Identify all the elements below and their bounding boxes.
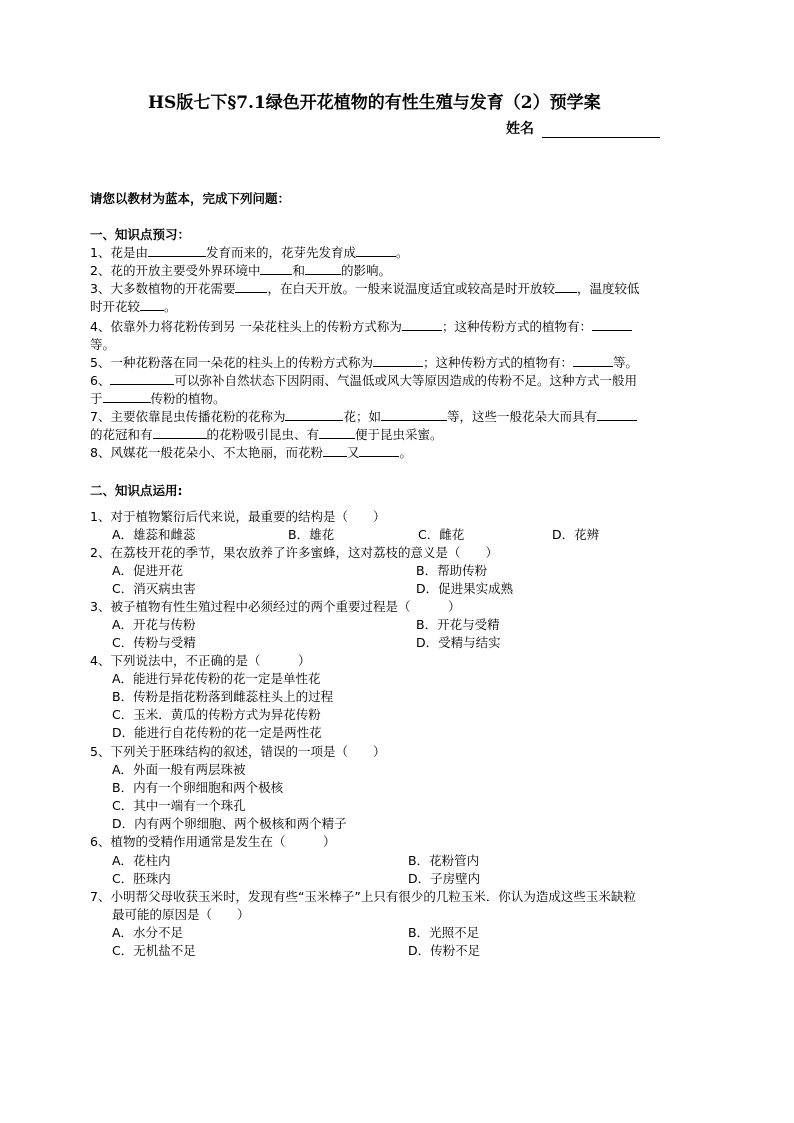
q4-option-a[interactable]: A．能进行异花传粉的花一定是单性花 [112, 671, 321, 686]
fill-blank[interactable] [285, 408, 343, 421]
fill-blank[interactable] [555, 280, 577, 293]
q7-option-c[interactable]: C．无机盐不足 [112, 943, 196, 958]
q4-option-d[interactable]: D．能进行自花传粉的花一定是两性花 [112, 725, 322, 740]
fill-blank[interactable] [597, 408, 637, 421]
q2-option-d[interactable]: D．促进果实成熟 [416, 581, 514, 596]
fill-blank[interactable] [359, 444, 399, 457]
section2-heading: 二、知识点运用: [90, 483, 183, 498]
fill-blank[interactable] [381, 408, 447, 421]
q3-option-a[interactable]: A．开花与传粉 [112, 617, 196, 632]
name-field-row [506, 118, 660, 138]
q3-option-d[interactable]: D．受精与结实 [416, 635, 501, 650]
fill-blank[interactable] [573, 354, 613, 367]
question-1: 1、对于植物繁衍后代来说，最重要的结构是（ ） [90, 509, 386, 524]
fill-blank[interactable] [402, 318, 442, 331]
s1-line-3b: 时开花较 。 [90, 299, 177, 314]
fill-blank[interactable] [110, 372, 174, 385]
s1-line-7: 7、主要依靠昆虫传播花粉的花称为 花；如 等，这些一般花朵大而具有 [90, 408, 637, 426]
q1-option-d[interactable]: D．花辨 [552, 527, 600, 542]
s1-line-4: 4、依靠外力将花粉传到另 一朵花柱头上的传粉方式称为 ；这种传粉方式的植物有： [90, 318, 632, 336]
fill-blank[interactable] [319, 426, 355, 439]
s1-line-6b: 于 传粉的植物。 [90, 391, 226, 406]
s1-line-5: 5、一种花粉落在同一朵花的柱头上的传粉方式称为 ；这种传粉方式的植物有： 等。 [90, 355, 638, 370]
q2-option-a[interactable]: A．促进开花 [112, 563, 184, 578]
question-5: 5、下列关于胚珠结构的叙述，错误的一项是（ ） [90, 744, 386, 759]
s1-line-1: 1、花是由 发育而来的，花芽先发育成 。 [90, 245, 409, 260]
q7-option-d[interactable]: D．传粉不足 [408, 943, 481, 958]
page-title: HS版七下§7.1绿色开花植物的有性生殖与发育（2）预学案 [148, 93, 601, 113]
fill-blank[interactable] [356, 244, 396, 257]
question-6: 6、植物的受精作用通常是发生在（ ） [90, 834, 336, 849]
fill-blank[interactable] [592, 318, 632, 331]
s1-line-3: 3、大多数植物的开花需要 ，在白天开放。一般来说温度适宜或较高是时开放较 ，温度较低 [90, 281, 640, 296]
question-2: 2、在荔枝开花的季节，果农放养了许多蜜蜂，这对荔枝的意义是（ ） [90, 545, 498, 560]
s1-line-7b: 的花冠和有 的花粉吸引昆虫、有 便于昆虫采蜜。 [90, 427, 443, 442]
fill-blank[interactable] [305, 262, 341, 275]
question-7-cont: 最可能的原因是（ ） [112, 907, 250, 922]
section1-heading: 一、知识点预习： [90, 227, 191, 242]
q1-option-c[interactable]: C．雌花 [418, 527, 465, 542]
q4-option-b[interactable]: B．传粉是指花粉落到雌蕊柱头上的过程 [112, 689, 334, 704]
question-3: 3、被子植物有性生殖过程中必须经过的两个重要过程是（ ） [90, 599, 461, 614]
q4-option-c[interactable]: C．玉米．黄瓜的传粉方式为异花传粉 [112, 707, 321, 722]
question-7: 7、小明帮父母收获玉米时，发现有些“玉米棒子”上只有很少的几粒玉米．你认为造成这些玉米缺粒 [90, 889, 636, 904]
name-input-blank[interactable] [542, 123, 660, 138]
fill-blank[interactable] [140, 298, 164, 311]
q7-option-a[interactable]: A．水分不足 [112, 925, 184, 940]
q6-option-d[interactable]: D．子房壁内 [408, 871, 481, 886]
q6-option-c[interactable]: C．胚珠内 [112, 871, 171, 886]
fill-blank[interactable] [148, 244, 206, 257]
fill-blank[interactable] [153, 426, 207, 439]
q2-option-c[interactable]: C．消灭病虫害 [112, 581, 196, 596]
q1-option-b[interactable]: B．雄花 [288, 527, 335, 542]
fill-blank[interactable] [235, 280, 267, 293]
q5-option-a[interactable]: A．外面一般有两层珠被 [112, 762, 246, 777]
name-label: 姓名 [506, 121, 534, 137]
fill-blank[interactable] [323, 444, 347, 457]
q5-option-c[interactable]: C．其中一端有一个珠孔 [112, 798, 246, 813]
q2-option-b[interactable]: B．帮助传粉 [416, 563, 488, 578]
fill-blank[interactable] [373, 354, 423, 367]
fill-blank[interactable] [260, 262, 292, 275]
q3-option-b[interactable]: B．开花与受精 [416, 617, 500, 632]
s1-line-6: 6、 可以弥补自然状态下因阴雨、气温低或风大等原因造成的传粉不足。这种方式一般用 [90, 373, 637, 388]
s1-line-8: 8、风媒花一般花朵小、不太艳丽，而花粉 又 。 [90, 445, 412, 460]
fill-blank[interactable] [103, 390, 151, 403]
q7-option-b[interactable]: B．光照不足 [408, 925, 480, 940]
s1-line-4b: 等。 [90, 337, 116, 352]
q6-option-a[interactable]: A．花柱内 [112, 853, 171, 868]
q6-option-b[interactable]: B．花粉管内 [408, 853, 480, 868]
q5-option-d[interactable]: D．内有两个卵细胞、两个极核和两个精子 [112, 816, 347, 831]
s1-line-2: 2、花的开放主要受外界环境中 和 的影响。 [90, 263, 391, 278]
q5-option-b[interactable]: B．内有一个卵细胞和两个极核 [112, 780, 284, 795]
q3-option-c[interactable]: C．传粉与受精 [112, 635, 196, 650]
question-4: 4、下列说法中，不正确的是（ ） [90, 653, 311, 668]
intro-text: 请您以教材为蓝本，完成下列问题： [90, 191, 291, 206]
q1-option-a[interactable]: A．雄蕊和雌蕊 [112, 527, 196, 542]
